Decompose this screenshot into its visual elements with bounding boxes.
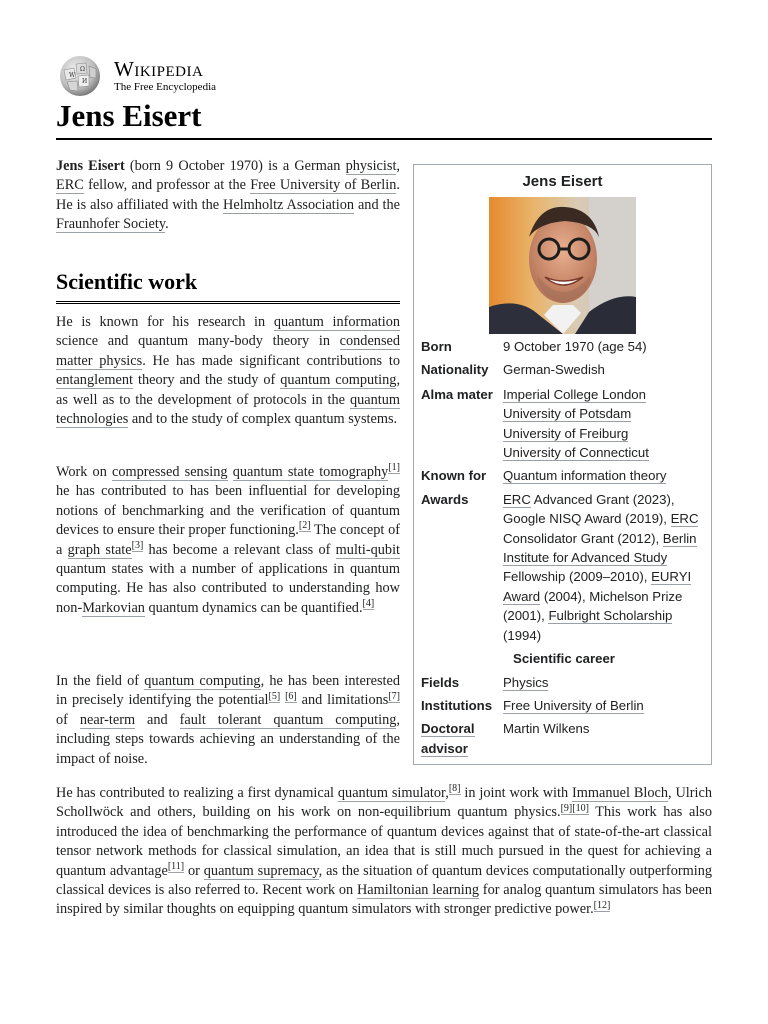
infobox-rows xyxy=(421,337,707,758)
infobox-label: Known for xyxy=(421,468,487,484)
infobox-label: Institutions xyxy=(421,697,493,713)
section-heading-scientific-work: Scientific work xyxy=(56,268,400,304)
link-immanuel-bloch[interactable]: Immanuel Bloch xyxy=(572,785,669,801)
reference-9[interactable]: [9] xyxy=(560,802,573,814)
text: . xyxy=(165,216,169,233)
infobox-row-born xyxy=(421,337,707,356)
reference-3[interactable]: [3] xyxy=(131,539,144,551)
text: Consolidator Grant (2012), xyxy=(503,530,663,546)
text: . He is also affiliated with the xyxy=(56,177,400,213)
paragraph-research xyxy=(56,313,400,429)
link-physicist[interactable]: physicist xyxy=(345,158,397,174)
text: In the field of xyxy=(56,673,145,689)
text: The concept of a xyxy=(56,522,400,558)
text: Fellowship (2009–2010), xyxy=(503,569,652,585)
link-fault-tolerant-quantum-computing[interactable]: fault tolerant quantum computing xyxy=(179,711,397,728)
reference-6[interactable]: [6] xyxy=(285,690,297,702)
infobox-row-known-for xyxy=(421,466,707,485)
link-erc[interactable]: ERC xyxy=(56,177,84,194)
link-multi-qubit[interactable]: multi-qubit xyxy=(335,541,401,558)
infobox-value xyxy=(503,385,707,463)
link-fraunhofer-society[interactable]: Fraunhofer Society xyxy=(56,216,166,233)
subject-name: Jens Eisert xyxy=(56,158,125,174)
reference-2[interactable]: [2] xyxy=(298,520,311,532)
link-euryi-award[interactable]: EURYI Award xyxy=(503,569,692,604)
link-imperial-college-london[interactable]: Imperial College London xyxy=(503,386,646,402)
wikipedia-tagline: The Free Encyclopedia xyxy=(114,81,217,93)
text: (born 9 October 1970) is a German xyxy=(124,158,346,174)
text: or xyxy=(184,862,204,879)
link-entanglement[interactable]: entanglement xyxy=(56,372,134,389)
infobox-row-awards xyxy=(421,490,707,645)
text: , as well as to the development of protocols in the xyxy=(56,372,401,408)
link-condensed-matter-physics[interactable]: condensed matter physics xyxy=(56,333,400,369)
infobox-label: Alma mater xyxy=(421,386,493,402)
text: he has contributed to has been influential for developing notions of benchmarking and the verification of quantum devices to ensure their proper functioning. xyxy=(56,483,400,539)
text: He has contributed to realizing a first dynamical xyxy=(56,785,338,801)
link-quantum-simulator[interactable]: quantum simulator xyxy=(337,785,446,801)
infobox-label: Nationality xyxy=(421,362,489,378)
link-free-university-berlin[interactable]: Free University of Berlin xyxy=(250,177,397,194)
link-graph-state[interactable]: graph state xyxy=(67,541,132,558)
infobox-section-scientific-career: Scientific career xyxy=(513,651,615,667)
link-berlin-institute-advanced-study[interactable]: Berlin Institute for Advanced Study xyxy=(503,530,697,566)
portrait-photo[interactable] xyxy=(489,197,636,334)
text: fellow, and professor at the xyxy=(83,177,251,194)
link-quantum-computing-2[interactable]: quantum computing xyxy=(144,673,261,689)
reference-8[interactable]: [8] xyxy=(448,783,461,795)
link-quantum-technologies[interactable]: quantum technologies xyxy=(56,391,400,428)
link-hamiltonian-learning[interactable]: Hamiltonian learning xyxy=(356,882,480,899)
infobox-value: 9 October 1970 (age 54) xyxy=(503,339,647,354)
text xyxy=(228,464,233,480)
text: and xyxy=(135,711,180,728)
text: This work has also introduced the idea of benchmarking the performance of quantum devices against that of state-of-the-art classical tensor network methods for classical simulation, an idea that is still much pursued in the quest for achieving a quantum advantage xyxy=(56,804,712,879)
link-near-term[interactable]: near-term xyxy=(79,711,136,728)
link-quantum-supremacy[interactable]: quantum supremacy xyxy=(203,862,319,879)
infobox-label xyxy=(421,719,503,758)
svg-text:W: W xyxy=(69,72,76,79)
text: , xyxy=(396,158,400,174)
infobox-row-fields xyxy=(421,673,707,692)
link-university-of-freiburg[interactable]: University of Freiburg xyxy=(503,425,629,441)
text: theory and the study of xyxy=(133,372,281,389)
text: for analog quantum simulators has been inspired by similar thoughts on equipping quantum simulators with stronger predictive power. xyxy=(56,882,713,918)
infobox xyxy=(413,164,712,765)
text: (1994) xyxy=(503,627,542,643)
paragraph-quantum-simulator xyxy=(56,784,712,920)
page-title: Jens Eisert xyxy=(56,96,712,140)
link-free-university-berlin-2[interactable]: Free University of Berlin xyxy=(503,697,644,713)
link-markovian[interactable]: Markovian xyxy=(82,599,145,616)
link-physics[interactable]: Physics xyxy=(503,674,549,690)
text: and limitations xyxy=(296,692,389,709)
svg-text:И: И xyxy=(82,78,88,85)
reference-7[interactable]: [7] xyxy=(388,690,401,702)
link-compressed-sensing[interactable]: compressed sensing xyxy=(112,464,228,480)
link-university-of-potsdam[interactable]: University of Potsdam xyxy=(503,406,632,422)
text: , Ulrich Schollwöck and others, building on his work on non-equilibrium quantum physics. xyxy=(56,785,712,821)
link-fulbright-scholarship[interactable]: Fulbright Scholarship xyxy=(548,608,673,624)
text: in joint work with xyxy=(460,785,573,801)
text: , including steps towards achieving an understanding of the impact of noise. xyxy=(56,711,400,767)
reference-4[interactable]: [4] xyxy=(362,598,375,610)
reference-10[interactable]: [10] xyxy=(572,802,589,814)
text: quantum dynamics can be quantified. xyxy=(144,599,363,616)
text: (2004), Michelson Prize (2001), xyxy=(503,588,683,624)
infobox-label: Born xyxy=(421,339,452,354)
reference-11[interactable]: [11] xyxy=(167,860,185,872)
lead-paragraph xyxy=(56,157,400,235)
wikipedia-wordmark: Wikipedia xyxy=(114,57,204,81)
text: has become a relevant class of xyxy=(143,541,336,558)
text: of xyxy=(56,711,80,728)
link-erc-consolidator[interactable]: ERC xyxy=(670,511,699,527)
link-quantum-information[interactable]: quantum information xyxy=(273,314,400,330)
infobox-value xyxy=(503,466,707,485)
reference-5[interactable]: [5] xyxy=(268,690,281,702)
paragraph-quantum-computing xyxy=(56,672,400,769)
text: and to the study of complex quantum systems. xyxy=(128,411,398,428)
text: , he has been interested in precisely identifying the potential xyxy=(56,673,401,709)
reference-12[interactable]: [12] xyxy=(593,899,611,911)
infobox-value xyxy=(503,490,707,645)
text: , xyxy=(445,785,449,801)
infobox-value: Martin Wilkens xyxy=(503,721,590,737)
wikipedia-globe-icon xyxy=(56,54,104,98)
link-quantum-state-tomography[interactable]: quantum state tomography xyxy=(232,464,389,480)
infobox-value: German-Swedish xyxy=(503,362,605,378)
link-university-of-connecticut[interactable]: University of Connecticut xyxy=(503,445,649,461)
text: He is known for his research in xyxy=(56,314,274,330)
text: , as the situation of quantum devices computationally outperforming classical devices is also referred to. Recent work on xyxy=(56,862,712,899)
link-helmholtz-association[interactable]: Helmholtz Association xyxy=(223,196,355,213)
link-quantum-information-theory[interactable]: Quantum information theory xyxy=(503,468,667,484)
link-quantum-computing[interactable]: quantum computing xyxy=(280,372,397,389)
infobox-label: Awards xyxy=(421,491,469,507)
reference-1[interactable]: [1] xyxy=(388,462,400,474)
text: Advanced Grant (2023), Google NISQ Award (2019), xyxy=(503,491,675,527)
infobox-value xyxy=(503,696,707,715)
infobox-title: Jens Eisert xyxy=(522,173,603,190)
text: science and quantum many-body theory in xyxy=(56,333,340,350)
infobox-row-nationality xyxy=(421,360,707,379)
infobox-label: Fields xyxy=(421,674,460,690)
text: Work on xyxy=(56,464,112,480)
link-doctoral-advisor[interactable]: Doctoral advisor xyxy=(421,721,475,756)
infobox-row-doctoral-advisor xyxy=(421,719,707,758)
infobox-row-institutions xyxy=(421,696,707,715)
svg-text:Ω: Ω xyxy=(80,66,85,73)
text: and the xyxy=(354,196,400,213)
paragraph-tomography xyxy=(56,463,400,618)
infobox-row-alma-mater xyxy=(421,385,707,463)
text: . He has made significant contributions to xyxy=(142,352,400,369)
text: quantum states with a number of applications in quantum computing. He has also contributed to understanding how non- xyxy=(56,561,400,616)
wikipedia-logo[interactable] xyxy=(56,54,216,98)
infobox-value xyxy=(503,673,707,692)
link-erc-award[interactable]: ERC xyxy=(503,491,531,507)
